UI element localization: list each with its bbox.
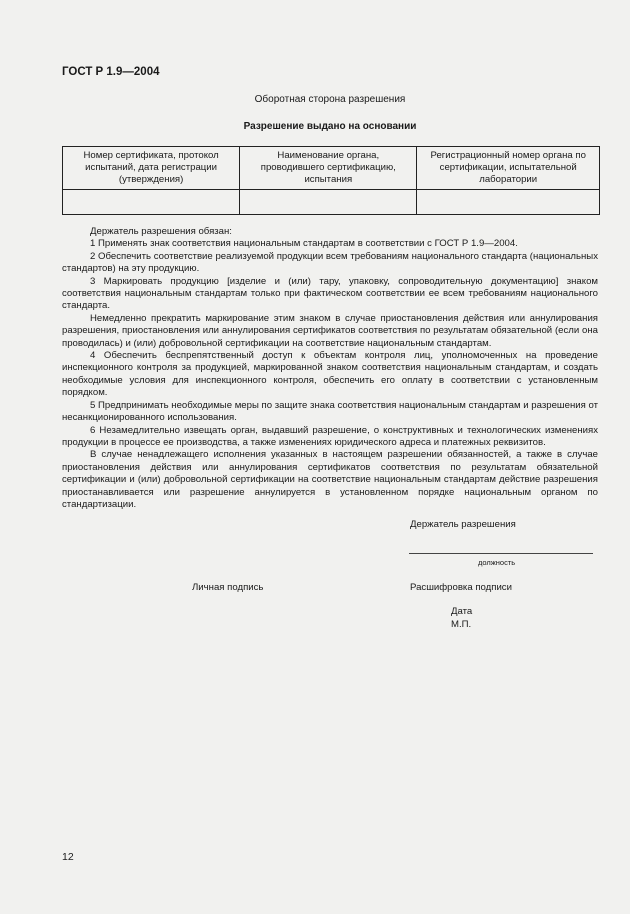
table-cell [63,190,240,215]
table-row [63,190,600,215]
personal-signature-label: Личная подпись [192,582,264,593]
obligation-item: 6 Незамедлительно извещать орган, выдавший разрешение, о конструктивных и технологических изменениях продукции в процессе ее производства, а также изменениях юридического адреса и платежных реквизитов. [62,424,598,448]
obligation-item: 3 Маркировать продукцию [изделие и (или) тару, упаковку, сопроводительную документацию] знаком соответствия национальным стандартам только при фактическом соответствии ее всем требованиям национального стандарта. [62,275,598,312]
column-header-registration: Регистрационный номер органа по сертификации, испытательной лаборатории [417,147,600,190]
table-header-row [63,147,600,190]
column-header-certificate: Номер сертификата, протокол испытаний, дата регистрации (утверждения) [63,147,240,190]
obligations-intro: Держатель разрешения обязан: [90,226,232,237]
basis-table [62,146,600,215]
basis-title: Разрешение выдано на основании [243,121,417,132]
table-cell [417,190,600,215]
obligation-item: 2 Обеспечить соответствие реализуемой продукции всем требованиям национального стандарта (национальных стандартов) на эту продукцию. [62,250,598,275]
obligation-item: 1 Применять знак соответствия национальным стандартам в соответствии с ГОСТ Р 1.9—2004. [90,238,518,250]
position-label: должность [478,558,516,567]
stamp-label: М.П. [451,619,472,630]
obligation-item: В случае ненадлежащего исполнения указанных в настоящем разрешении обязанностей, а также в случае приостановления действия или аннулирования сертификатов соответствия по результатам обязательной сертификации и (или) добровольной сертификации на соответствие национальным стандартам действие разрешения приостанавливается или разрешение аннулируется в установленном порядке национальным органом по стандартизации. [62,449,598,510]
obligation-item: 4 Обеспечить беспрепятственный доступ к объектам контроля лиц, уполномоченных на проведение инспекционного контроля за продукцией, маркированной знаком соответствия национальным стандартам, и создать необходимые условия для инспекционного контроля, обеспечить его оплату в соответствии с установленным порядком. [62,350,598,399]
obligation-item: Немедленно прекратить маркирование этим знаком в случае приостановления действия или аннулирования разрешения, приостановления или аннулирования сертификатов соответствия по результатам обязательной (если она проводилась) и (или) добровольной сертификации на соответствие национальным стандартам. [62,312,598,349]
obligations-text [62,226,598,511]
standard-header: ГОСТ Р 1.9—2004 [62,66,160,78]
table-cell [240,190,417,215]
holder-label: Держатель разрешения [410,519,516,530]
page-number: 12 [62,851,74,863]
date-label: Дата [451,606,473,617]
page-subtitle: Оборотная сторона разрешения [254,94,406,105]
signature-decode-label: Расшифровка подписи [410,582,512,593]
obligation-item: 5 Предпринимать необходимые меры по защите знака соответствия национальным стандартам и разрешения от несанкционированного использования. [62,399,598,424]
position-line [409,553,593,554]
column-header-organ: Наименование органа, проводившего сертификацию, испытания [240,147,417,190]
